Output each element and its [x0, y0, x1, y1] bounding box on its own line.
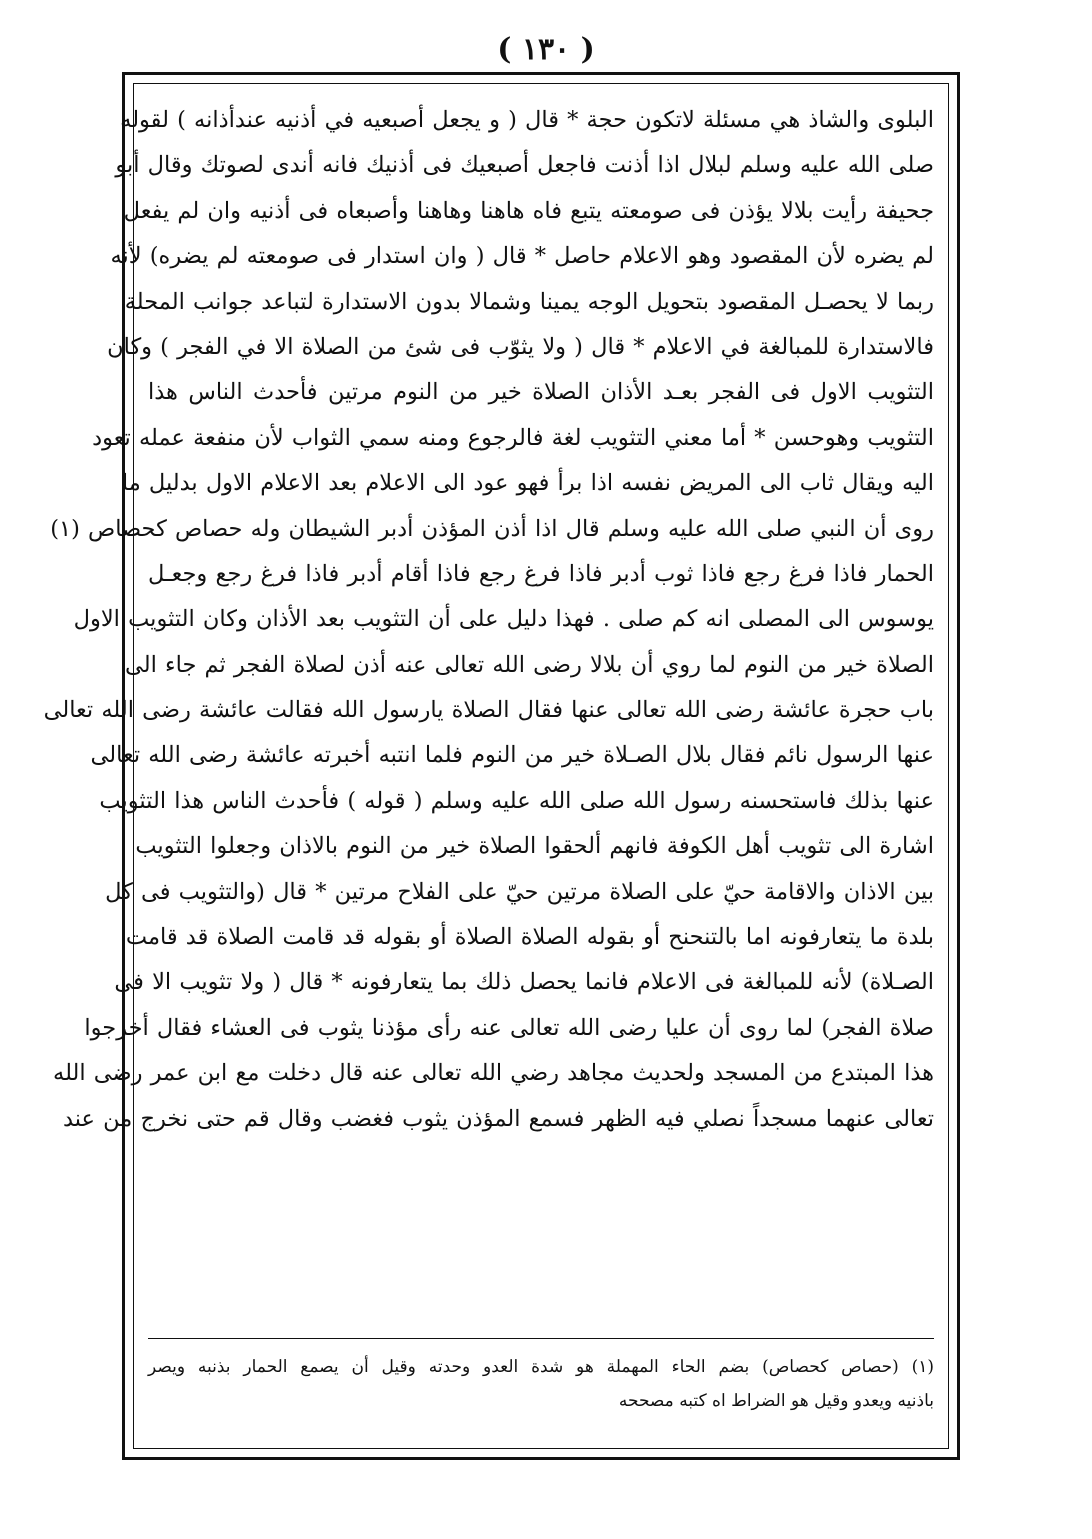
text-line: هذا المبتدع من المسجد ولحديث مجاهد رضي الله تعالى عنه قال دخلت مع ابن عمر رضى الله — [53, 1060, 934, 1087]
text-line: التثويب الاول فى الفجر بعـد الأذان الصلاة خير من النوم مرتين فأحدث الناس هذا — [148, 379, 934, 406]
text-line: صلاة الفجر) لما روى أن عليا رضى الله تعالى عنه رأى مؤذنا يثوب فى العشاء فقال أخرجوا — [84, 1014, 934, 1041]
text-line: لم يضره لأن المقصود وهو الاعلام حاصل * قال ( وان استدار فى صومعته لم يضره) لأنه — [110, 243, 934, 270]
text-line: بين الاذان والاقامة حيّ على الصلاة مرتين حيّ على الفلاح مرتين * قال (والتثويب فى كل — [105, 878, 934, 905]
footnote-divider — [148, 1338, 934, 1339]
text-line: بلدة ما يتعارفونه اما بالتنحنح أو بقوله الصلاة الصلاة أو بقوله قد قامت الصلاة قد قامت — [125, 924, 934, 951]
text-line: عنها بذلك فاستحسنه رسول الله صلى الله عليه وسلم ( قوله ) فأحدث الناس هذا التثويب — [99, 787, 934, 814]
text-line: الحمار فاذا فرغ رجع فاذا ثوب أدبر فاذا فرغ رجع فاذا أقام أدبر فاذا فرغ رجع وجعـل — [148, 560, 934, 587]
text-line: باب حجرة عائشة رضى الله تعالى عنها فقال الصلاة يارسول الله فقالت عائشة رضى الله تعالى — [43, 697, 934, 724]
text-line: الصـلاة) لأنه للمبالغة فى الاعلام فانما يحصل ذلك بما يتعارفونه * قال ( ولا تثويب الا فى — [114, 969, 934, 996]
text-line: يوسوس الى المصلى انه كم صلى . فهذا دليل على أن التثويب بعد الأذان وكان التثويب الاول — [73, 606, 934, 633]
text-line: اليه ويقال ثاب الى المريض نفسه اذا برأ فهو عود الى الاعلام بعد الاعلام الاول بدليل ما — [121, 470, 934, 497]
text-line: البلوى والشاذ هي مسئلة لاتكون حجة * قال ( و يجعل أصبعيه في أذنيه عندأذانه ) لقوله — [120, 107, 934, 133]
text-line: الصلاة خير من النوم لما روي أن بلالا رضى الله تعالى عنه أذن لصلاة الفجر ثم جاء الى — [125, 651, 934, 678]
text-line: التثويب وهوحسن * أما معني التثويب لغة فالرجوع ومنه سمي الثواب لأن منفعة عمله تعود — [92, 424, 934, 451]
footnote-line: (١) (حصاص كحصاص) بضم الحاء المهملة هو شدة العدو وحدته وقيل أن يصمع الحمار بذنبه ويصر — [148, 1357, 934, 1377]
footnote-line: باذنيه ويعدو وقيل هو الضراط اه كتبه مصححه — [618, 1391, 934, 1411]
text-line: جحيفة رأيت بلالا يؤذن فى صومعته يتبع فاه هاهنا وهاهنا وأصبعاه فى أذنيه وان لم يفعل — [123, 197, 934, 224]
text-line: روى أن النبي صلى الله عليه وسلم قال اذا أذن المؤذن أدبر الشيطان وله حصاص كحصاص (١) — [50, 515, 934, 542]
text-line: تعالى عنهما مسجداً نصلي فيه الظهر فسمع المؤذن يثوب فغضب وقال قم حتى نخرج من عند — [62, 1105, 934, 1132]
footnotes — [148, 1350, 934, 1418]
text-line: اشارة الى تثويب أهل الكوفة فانهم ألحقوا الصلاة خير من النوم بالاذان وجعلوا التثويب — [135, 833, 934, 860]
text-line: صلى الله عليه وسلم لبلال اذا أذنت فاجعل أصبعيك فى أذنيك فانه أندى لصوتك وقال أبو — [115, 152, 934, 179]
text-line: عنها الرسول نائم فقال بلال الصـلاة خير من النوم فلما انتبه أخبرته عائشة رضى الله تعالى — [90, 742, 934, 769]
text-line: ربما لا يحصـل المقصود بتحويل الوجه يمينا وشمالا بدون الاستدارة لتباعد جوانب المحلة — [124, 288, 934, 315]
main-text — [43, 98, 934, 1142]
text-line: فالاستدارة للمبالغة في الاعلام * قال ( ولا يثوّب فى شئ من الصلاة الا في الفجر ) وكان — [107, 333, 934, 360]
page-number: ( ١٣٠ ) — [497, 32, 595, 67]
text-frame — [43, 83, 949, 1449]
